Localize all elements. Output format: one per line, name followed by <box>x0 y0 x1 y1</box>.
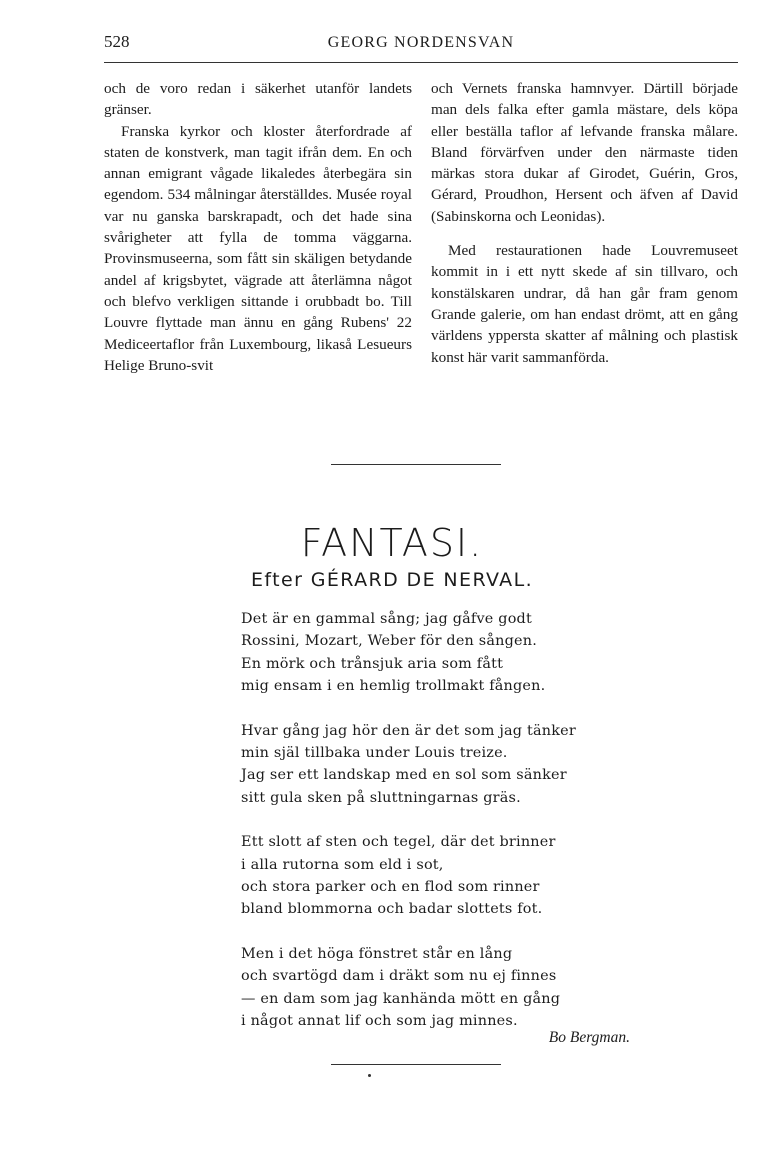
poem-line: och stora parker och en flod som rinner <box>241 879 540 896</box>
poem-line: bland blommorna och badar slottets fot. <box>241 901 543 918</box>
poem-stanza-3 <box>241 831 641 921</box>
left-paragraph-2: Franska kyrkor och kloster återfordrade af staten de konstverk, man tagit ifrån dem. En och annan emigrant vågade likaledes återbegära sin egendom. 534 målningar återställdes. Musée royal var nu ganska barskrapadt, och det hade sina svårigheter att fylla de tomma väggarna. Provinsmuseerna, som fått sin skäligen betydande andel af krigsbytet, vägrade att återlämna något och blefvo verkligen sittande i orubbadt bo. Till Louvre flyttade man ännu en gång Rubens' 22 Mediceertaflor från Luxembourg, likaså Lesueurs Helige Bruno-svit <box>104 122 412 374</box>
ornament-dot <box>368 1074 371 1077</box>
running-head: GEORG NORDENSVAN <box>327 34 515 51</box>
section-divider-bottom <box>331 1064 501 1065</box>
section-divider-top <box>331 464 501 465</box>
poem-stanza-4 <box>241 943 641 1033</box>
poem-line: min själ tillbaka under Louis treize. <box>241 745 508 762</box>
page-number: 528 <box>104 32 130 51</box>
poem-stanza-1 <box>241 608 641 698</box>
poem-subtitle: Efter GÉRARD DE NERVAL. <box>250 569 534 591</box>
poem-line: Men i det höga fönstret står en lång <box>241 945 513 962</box>
poem-body <box>241 608 641 1055</box>
poem-line: sitt gula sken på sluttningarnas gräs. <box>241 789 521 806</box>
poem-line: och svartögd dam i dräkt som nu ej finnes <box>241 968 557 985</box>
poem-line: Hvar gång jag hör den är det som jag tänker <box>241 722 576 739</box>
poem-line: Ett slott af sten och tegel, där det brinner <box>241 834 556 851</box>
poem-line: i något annat lif och som jag minnes. <box>241 1013 518 1030</box>
poem-line: Det är en gammal sång; jag gåfve godt <box>241 611 532 627</box>
poem-line: mig ensam i en hemlig trollmakt fången. <box>241 678 546 695</box>
poem-line: Rossini, Mozart, Weber för den sången. <box>241 633 537 650</box>
poem-line: — en dam som jag kanhända mött en gång <box>241 990 561 1007</box>
poem-stanza-2 <box>241 720 641 810</box>
poem-line: Jag ser ett landskap med en sol som sänker <box>241 767 567 784</box>
right-paragraph-1: och Vernets franska hamnvyer. Därtill började man dels falka efter gamla mästare, dels köpa eller beställa taflor af lefvande franska målare. Bland förvärfven under den närmaste tiden märkas stora dukar af Girodet, Guérin, Gros, Gérard, Proudhon, Hersent och äfven af David (Sabinskorna och Leonidas). <box>431 80 738 225</box>
poem-signature: Bo Bergman. <box>548 1029 630 1046</box>
poem-line: En mörk och trånsjuk aria som fått <box>241 655 504 672</box>
header-rule <box>104 62 738 63</box>
right-paragraph-2: Med restaurationen hade Louvremuseet kommit in i ett nytt skede af sin tillvaro, och konstälskaren undrar, då han går fram genom Grande galerie, om han endast drömt, att en gång världens yppersta skatter af målning och plastisk konst här varit sammanförda. <box>431 242 738 366</box>
left-column <box>104 78 412 376</box>
poem-line: i alla rutorna som eld i sot, <box>241 856 444 873</box>
page-header <box>104 28 738 68</box>
left-paragraph-1: och de voro redan i säkerhet utanför landets gränser. <box>104 80 412 119</box>
right-column <box>431 78 738 368</box>
poem-title: FANTASI. <box>300 521 484 565</box>
